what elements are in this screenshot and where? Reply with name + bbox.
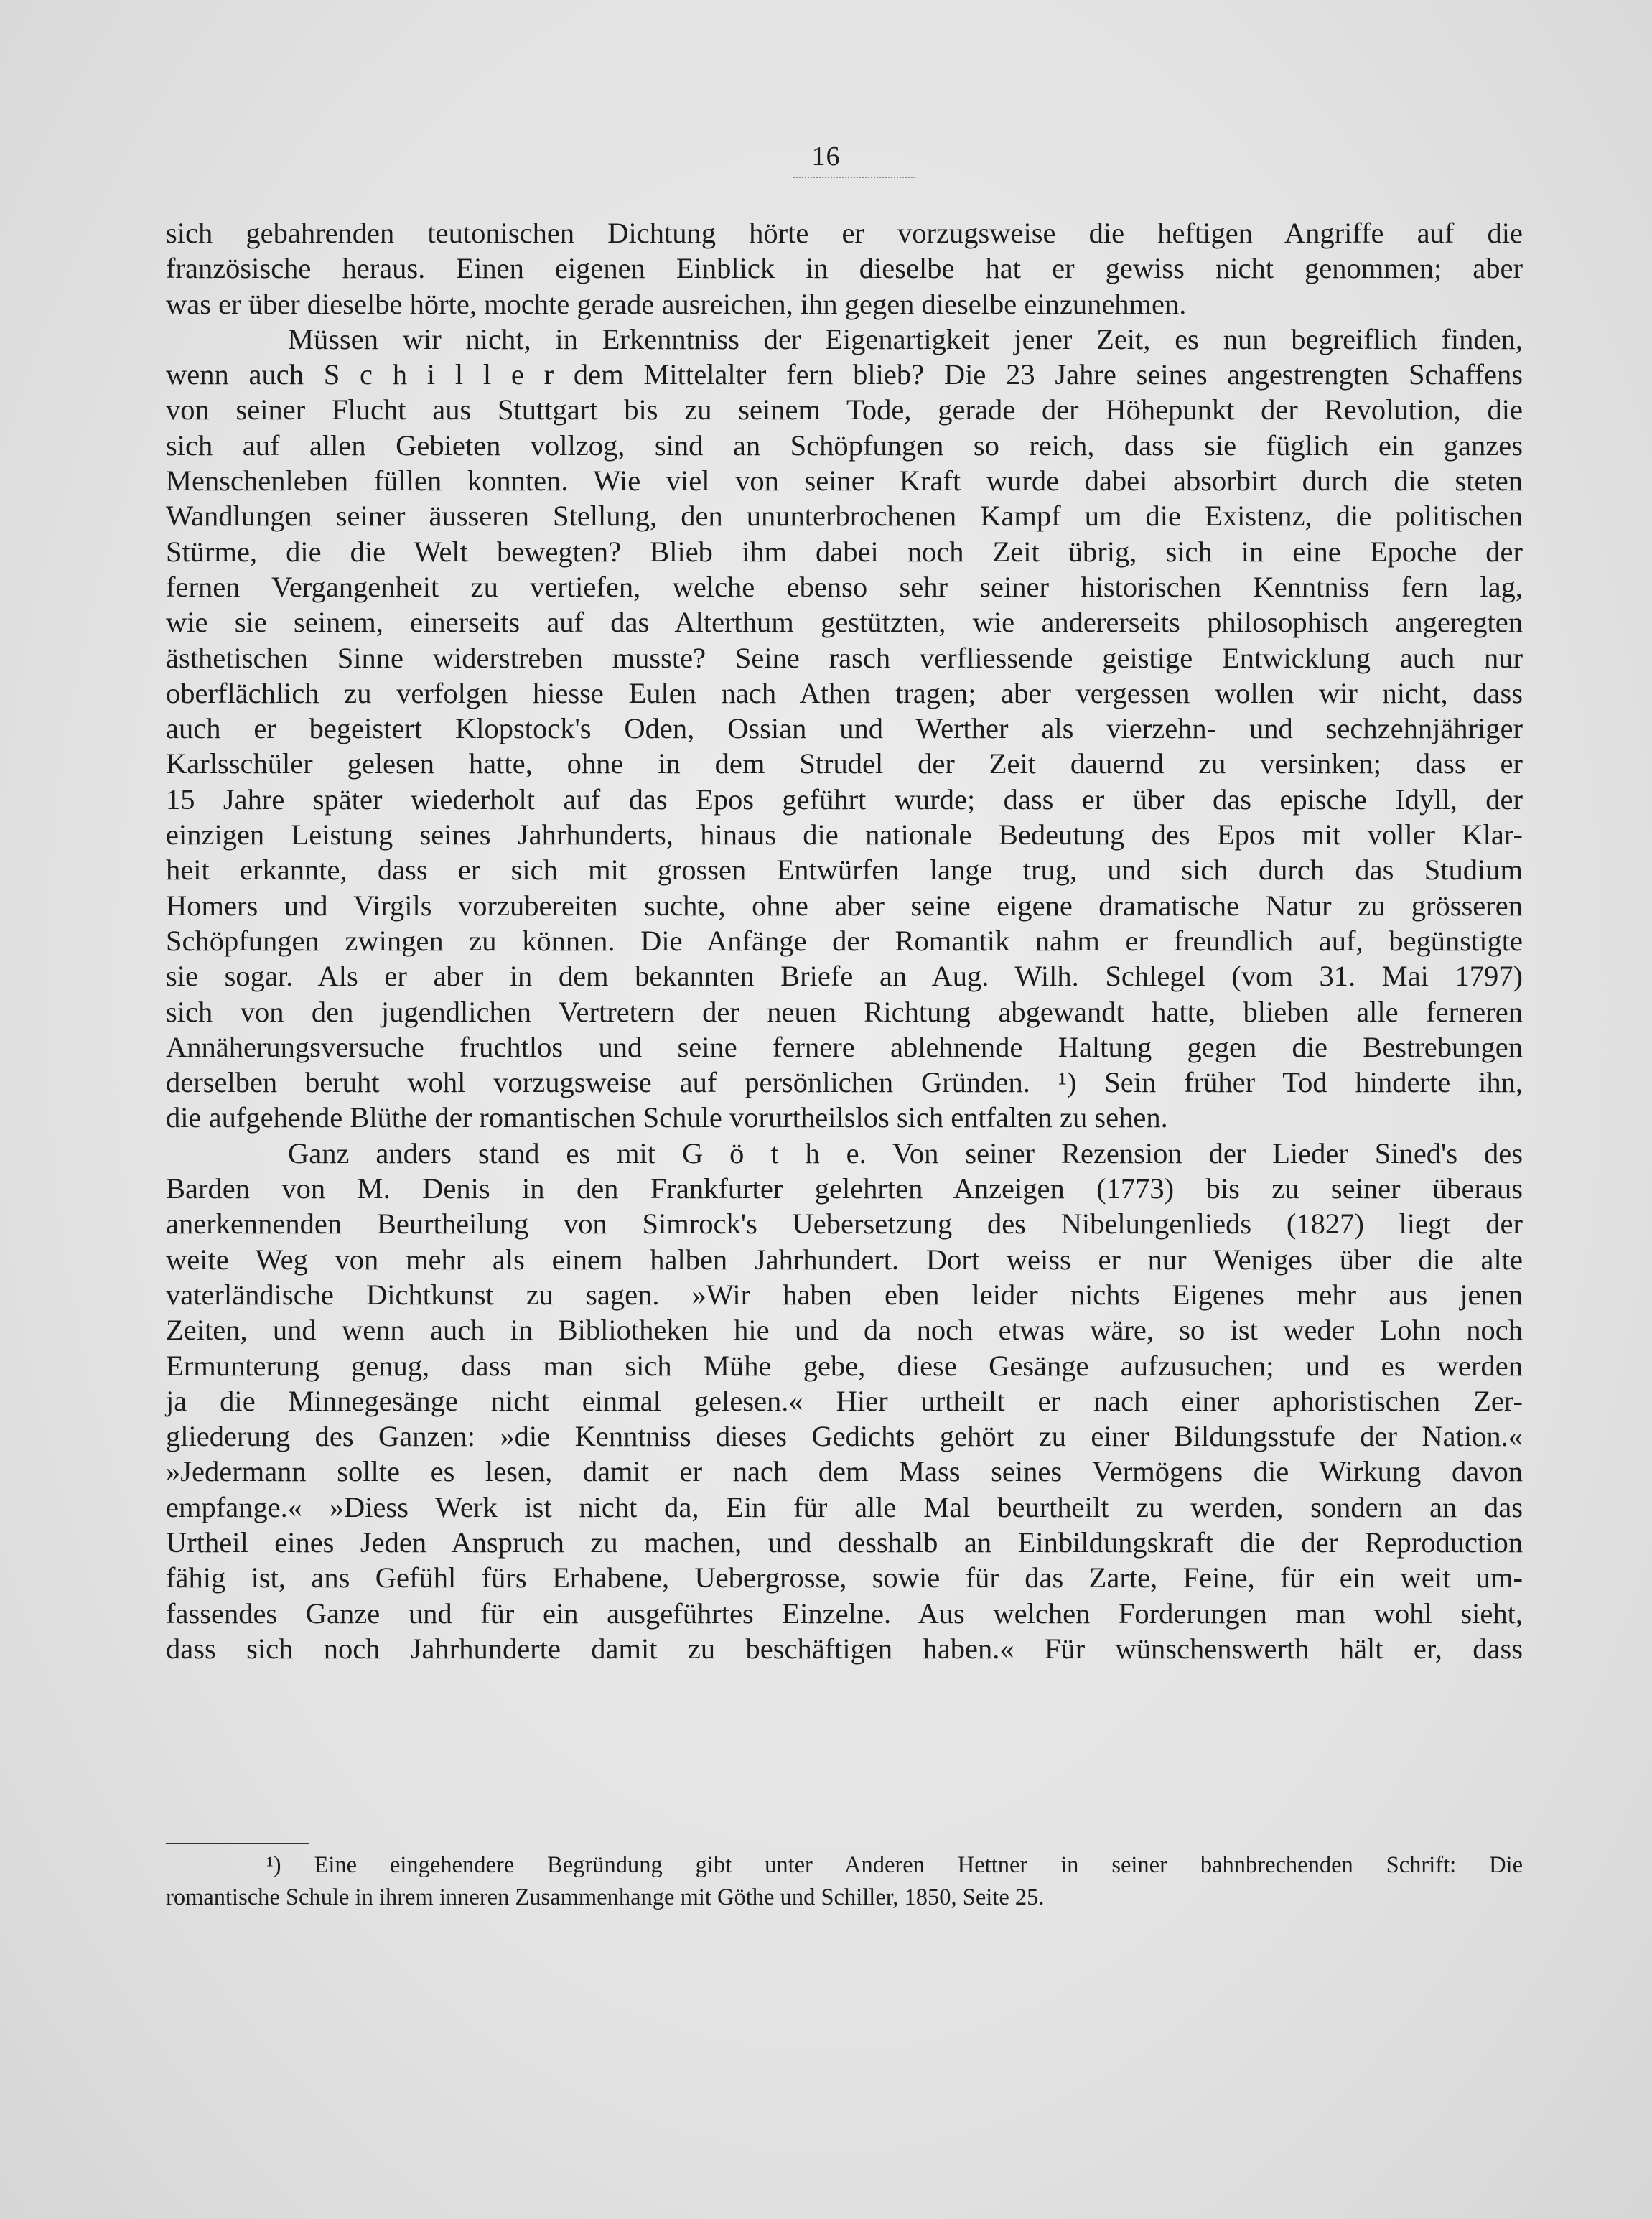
text-line: Ganz anders stand es mit G ö t h e. Von seiner Rezension der Lieder Sined's des <box>288 1136 1523 1169</box>
text-line: fernen Vergangenheit zu vertiefen, welche ebenso sehr seiner historischen Kenntniss fern lag, <box>166 570 1523 603</box>
text-line: Wandlungen seiner äusseren Stellung, den ununterbrochenen Kampf um die Existenz, die politischen <box>166 500 1523 533</box>
text-line: gliederung des Ganzen: »die Kenntniss dieses Gedichts gehört zu einer Bildungsstufe der Nation.« <box>166 1420 1523 1453</box>
text-line: fähig ist, ans Gefühl fürs Erhabene, Uebergrosse, sowie für das Zarte, Feine, für ein weit um- <box>166 1561 1523 1594</box>
text-line: fassendes Ganze und für ein ausgeführtes Einzelne. Aus welchen Forderungen man wohl sieht, <box>166 1597 1523 1630</box>
text-line: Stürme, die die Welt bewegten? Blieb ihm dabei noch Zeit übrig, sich in eine Epoche der <box>166 535 1523 568</box>
text-line: weite Weg von mehr als einem halben Jahrhundert. Dort weiss er nur Weniges über die alte <box>166 1243 1523 1276</box>
text-line: heit erkannte, dass er sich mit grossen Entwürfen lange trug, und sich durch das Studium <box>166 854 1523 887</box>
text-line: Ermunterung genug, dass man sich Mühe gebe, diese Gesänge aufzusuchen; und es werden <box>166 1349 1523 1382</box>
text-line: derselben beruht wohl vorzugsweise auf persönlichen Gründen. ¹) Sein früher Tod hinderte ihn, <box>166 1066 1523 1099</box>
text-line: von seiner Flucht aus Stuttgart bis zu seinem Tode, gerade der Höhepunkt der Revolution, die <box>166 393 1523 426</box>
page-number-ornament <box>793 177 915 188</box>
text-line: französische heraus. Einen eigenen Einblick in dieselbe hat er gewiss nicht genommen; aber <box>166 252 1523 285</box>
text-line: wenn auch S c h i l l e r dem Mittelalter fern blieb? Die 23 Jahre seines angestrengten Schaffens <box>166 358 1523 391</box>
text-line: sich von den jugendlichen Vertretern der neuen Richtung abgewandt hatte, blieben alle ferneren <box>166 995 1523 1028</box>
text-line: »Jedermann sollte es lesen, damit er nach dem Mass seines Vermögens die Wirkung davon <box>166 1455 1523 1488</box>
text-line: ästhetischen Sinne widerstreben musste? Seine rasch verfliessende geistige Entwicklung auch nur <box>166 641 1523 674</box>
text-line: sich gebahrenden teutonischen Dichtung hörte er vorzugsweise die heftigen Angriffe auf die <box>166 217 1523 249</box>
text-line: einzigen Leistung seines Jahrhunderts, hinaus die nationale Bedeutung des Epos mit voller Klar- <box>166 818 1523 851</box>
text-line: oberflächlich zu verfolgen hiesse Eulen nach Athen tragen; aber vergessen wollen wir nicht, dass <box>166 676 1523 709</box>
text-line: wie sie seinem, einerseits auf das Alterthum gestützten, wie andererseits philosophisch angeregten <box>166 606 1523 639</box>
text-line: auch er begeistert Klopstock's Oden, Ossian und Werther als vierzehn- und sechzehnjähriger <box>166 712 1523 745</box>
text-line: vaterländische Dichtkunst zu sagen. »Wir haben eben leider nichts Eigenes mehr aus jenen <box>166 1278 1523 1311</box>
text-line: Homers und Virgils vorzubereiten suchte, ohne aber seine eigene dramatische Natur zu grösseren <box>166 889 1523 922</box>
text-line: Zeiten, und wenn auch in Bibliotheken hie und da noch etwas wäre, so ist weder Lohn noch <box>166 1314 1523 1347</box>
text-line: Barden von M. Denis in den Frankfurter gelehrten Anzeigen (1773) bis zu seiner überaus <box>166 1172 1523 1205</box>
text-line: ja die Minnegesänge nicht einmal gelesen.« Hier urtheilt er nach einer aphoristischen Zer- <box>166 1384 1523 1417</box>
text-line: Menschenleben füllen konnten. Wie viel von seiner Kraft wurde dabei absorbirt durch die steten <box>166 464 1523 497</box>
text-line: was er über dieselbe hörte, mochte gerade ausreichen, ihn gegen dieselbe einzunehmen. <box>166 287 1187 320</box>
text-line: empfange.« »Diess Werk ist nicht da, Ein für alle Mal beurtheilt zu werden, sondern an das <box>166 1490 1523 1523</box>
text-line: anerkennenden Beurtheilung von Simrock's Uebersetzung des Nibelungenlieds (1827) liegt der <box>166 1207 1523 1241</box>
text-line: dass sich noch Jahrhunderte damit zu beschäftigen haben.« Für wünschenswerth hält er, dass <box>166 1632 1523 1665</box>
text-line: 15 Jahre später wiederholt auf das Epos geführt wurde; dass er über das epische Idyll, der <box>166 783 1523 816</box>
footnote-divider <box>166 1843 309 1844</box>
text-line: sich auf allen Gebieten vollzog, sind an Schöpfungen so reich, dass sie füglich ein ganzes <box>166 429 1523 462</box>
text-line: Annäherungsversuche fruchtlos und seine fernere ablehnende Haltung gegen die Bestrebungen <box>166 1030 1523 1063</box>
footnote <box>166 1849 1523 1914</box>
text-line: Schöpfungen zwingen zu können. Die Anfänge der Romantik nahm er freundlich auf, begünstigte <box>166 924 1523 957</box>
body-text <box>166 215 1523 1666</box>
footnote-line: ¹) Eine eingehendere Begründung gibt unter Anderen Hettner in seiner bahnbrechenden Schrift: Die <box>266 1852 1523 1878</box>
text-line: die aufgehende Blüthe der romantischen Schule vorurtheilslos sich entfalten zu sehen. <box>166 1101 1168 1134</box>
text-line: Karlsschüler gelesen hatte, ohne in dem Strudel der Zeit dauernd zu versinken; dass er <box>166 747 1523 780</box>
footnote-line: romantische Schule in ihrem inneren Zusammenhange mit Göthe und Schiller, 1850, Seite 25. <box>166 1884 1045 1910</box>
text-line: Urtheil eines Jeden Anspruch zu machen, und desshalb an Einbildungskraft die der Reproduction <box>166 1526 1523 1559</box>
page-number: 16 <box>811 141 841 172</box>
text-line: sie sogar. Als er aber in dem bekannten Briefe an Aug. Wilh. Schlegel (vom 31. Mai 1797) <box>166 960 1523 993</box>
text-line: Müssen wir nicht, in Erkenntniss der Eigenartigkeit jener Zeit, es nun begreiflich finden, <box>288 322 1523 355</box>
